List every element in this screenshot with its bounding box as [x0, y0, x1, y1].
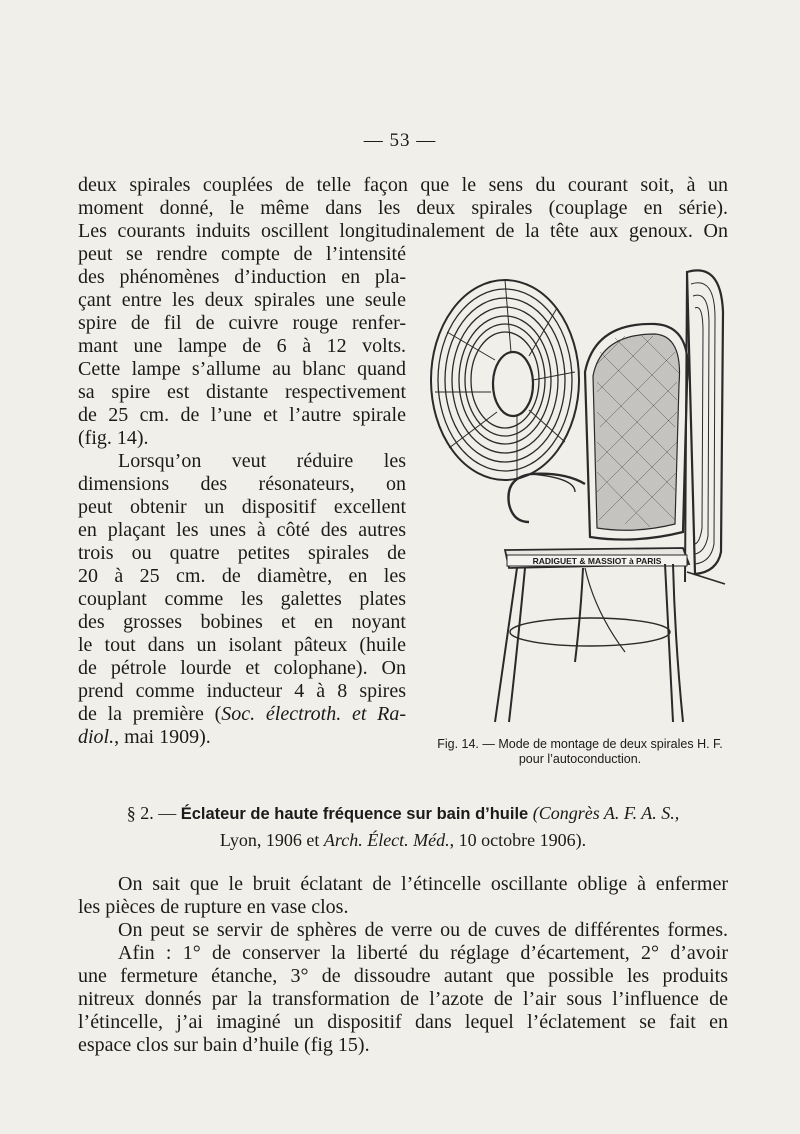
text-line: 20 à 25 cm. de diamètre, en les — [78, 565, 406, 587]
chair-spirals-illustration — [425, 252, 735, 730]
reference-italic: Soc. électroth. et Ra- — [221, 703, 407, 725]
text-line: (fig. 14). — [78, 427, 149, 449]
section-ref: (Congrès A. F. A. S., — [532, 803, 680, 823]
text-line: Afin : 1° de conserver la liberté du réglage d’écartement, 2° d’avoir — [118, 942, 728, 964]
text-line: trois ou quatre petites spirales de — [78, 542, 406, 564]
chair-back — [585, 324, 688, 540]
left-spiral — [431, 280, 579, 480]
figure-spiral-chair — [425, 252, 735, 730]
text-line: prend comme inducteur 4 à 8 spires — [78, 680, 406, 702]
maker-plate: RADIGUET & MASSIOT à PARIS — [532, 556, 662, 566]
text-line: spire de fil de cuivre rouge renfer- — [78, 312, 406, 334]
body-paragraphs — [78, 873, 728, 1057]
figure-caption — [420, 737, 740, 767]
intro-paragraph — [78, 174, 728, 243]
text-line: peut obtenir un dispositif excellent — [78, 496, 406, 518]
caption-line: pour l’autoconduction. — [518, 752, 642, 766]
text-line: de 25 cm. de l’une et l’autre spirale — [78, 404, 406, 426]
text-line — [78, 726, 406, 749]
section-heading — [78, 800, 728, 853]
text-line: couplant comme les galettes plates — [78, 588, 406, 610]
text-line: peut se rendre compte de l’intensité — [78, 243, 406, 265]
text-line: mant une lampe de 6 à 12 volts. — [78, 335, 406, 357]
text-line: des grosses bobines et en noyant — [78, 611, 406, 633]
text-line: çant entre les deux spirales une seule — [78, 289, 406, 311]
caption-line: Fig. 14. — Mode de montage de deux spirales H. F. — [437, 737, 723, 751]
reference-italic: diol. — [78, 726, 115, 748]
text-line: de pétrole lourde et colophane). On — [78, 657, 406, 679]
text-line: les pièces de rupture en vase clos. — [78, 896, 349, 918]
text-line: nitreux donnés par la transformation de l’azote de l’air sous l’influence de — [78, 988, 728, 1010]
text-line: le tout dans un isolant pâteux (huile — [78, 634, 406, 656]
text-line: sa spire est distante respectivement — [78, 381, 406, 403]
section-number: § 2. — — [126, 803, 177, 823]
text-line: espace clos sur bain d’huile (fig 15). — [78, 1034, 370, 1056]
text-fragment: de la première — [78, 703, 204, 725]
text-line: une fermeture étanche, 3° de dissoudre autant que possible les produits — [78, 965, 728, 987]
chair-legs — [495, 564, 683, 722]
right-spiral — [685, 270, 725, 584]
reference-date: , mai 1909). — [114, 726, 211, 748]
text-line: moment donné, le même dans les deux spirales (couplage en série). — [78, 197, 728, 219]
text-line: en plaçant les unes à côté des autres — [78, 519, 406, 541]
text-line: Lorsqu’on veut réduire les — [118, 450, 406, 472]
ref-open: ( — [214, 703, 222, 725]
left-column-text — [78, 243, 406, 749]
text-line: l’étincelle, j’ai imaginé un dispositif dans lequel l’éclatement se fait en — [78, 1011, 728, 1033]
section-ref: Lyon, 1906 et — [219, 830, 320, 850]
section-ref: , 10 octobre 1906). — [449, 830, 587, 850]
text-line: des phénomènes d’induction en pla- — [78, 266, 406, 288]
text-line: dimensions des résonateurs, on — [78, 473, 406, 495]
section-title: Éclateur de haute fréquence sur bain d’huile — [180, 805, 529, 823]
text-line: Cette lampe s’allume au blanc quand — [78, 358, 406, 380]
armrest — [508, 474, 585, 522]
section-ref-line — [78, 827, 728, 853]
text-line: Les courants induits oscillent longitudinalement de la tête aux genoux. On — [78, 220, 728, 242]
text-line — [78, 703, 406, 726]
page-number: — 53 — — [363, 130, 437, 151]
section-ref: Arch. Élect. Méd. — [323, 830, 450, 850]
text-line: deux spirales couplées de telle façon que le sens du courant soit, à un — [78, 174, 728, 196]
text-line: On peut se servir de sphères de verre ou de cuves de différentes formes. — [118, 919, 728, 941]
section-title-line — [78, 800, 728, 827]
text-line: On sait que le bruit éclatant de l’étincelle oscillante oblige à enfermer — [118, 873, 728, 895]
